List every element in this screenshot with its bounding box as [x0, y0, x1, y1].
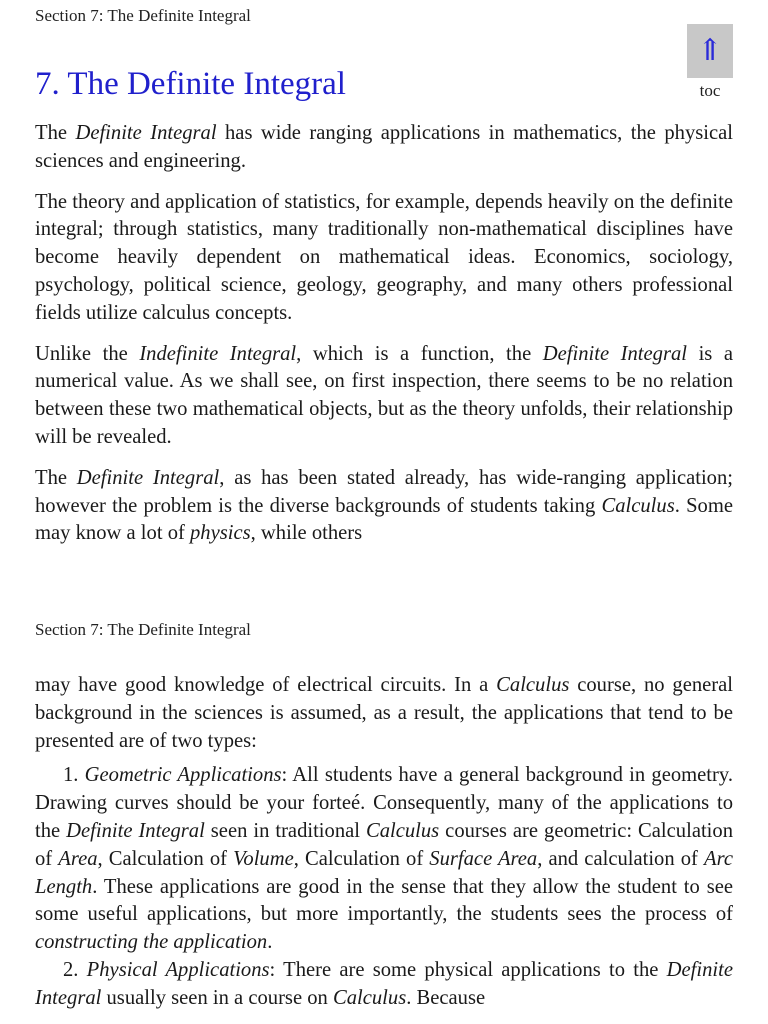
emphasized-term: Geometric Applications: [84, 764, 282, 787]
emphasized-term: Calculus: [332, 986, 407, 1009]
text-run: , Calculation of: [293, 847, 430, 870]
text-run: , as has been stated already, has wide-ranging application; however the problem is the diverse backgrounds of students taking: [35, 466, 733, 517]
section-number: 7.: [35, 66, 60, 102]
list-item: [35, 762, 733, 957]
emphasized-term: Definite Integral: [76, 466, 220, 489]
page-one-body: [35, 120, 733, 548]
text-run: . Because: [406, 986, 486, 1009]
emphasized-term: Definite Integral: [35, 958, 733, 1009]
text-run: .: [267, 931, 273, 954]
text-run: . Some may know a lot of: [35, 494, 733, 545]
text-run: The: [35, 466, 77, 489]
emphasized-term: Definite Integral: [66, 819, 205, 842]
list-item: [35, 957, 733, 1013]
text-run: 1.: [63, 764, 85, 787]
text-run: The: [35, 122, 76, 144]
text-run: may have good knowledge of electrical circuits. In a: [35, 674, 497, 696]
running-head: Section 7: The Definite Integral: [35, 620, 251, 639]
paragraph: [35, 120, 733, 176]
page-two: [0, 612, 768, 1024]
emphasized-term: Calculus: [365, 819, 440, 842]
text-run: , while others: [250, 522, 363, 545]
emphasized-term: Volume: [233, 847, 294, 870]
emphasized-term: Definite Integral: [542, 342, 688, 365]
text-run: , and calculation of: [537, 847, 705, 870]
emphasized-term: physics: [190, 522, 251, 545]
running-head: Section 7: The Definite Integral: [35, 6, 251, 25]
emphasized-term: Calculus: [601, 494, 675, 517]
text-run: , Calculation of: [97, 847, 234, 870]
text-run: : All students have a general background in geometry. Drawing curves should be your forteé. Consequently, many of the applications to the: [35, 764, 733, 842]
text-run: . These applications are good in the sense that they allow the student to see some useful applications, but more importantly, the students sees the process of: [35, 875, 733, 926]
text-run: is a numerical value. As we shall see, on first inspection, there seems to be no relation between these two mathematical objects, but as the theory unfolds, their relationship will be revealed.: [35, 342, 733, 448]
emphasized-term: Area: [58, 847, 98, 870]
paragraph: [35, 189, 733, 328]
section-title: [35, 66, 346, 103]
text-run: The theory and application of statistics, for example, depends heavily on the definite integral; through statistics, many traditionally non-mathematical disciplines have become heavily dependent on mathematical ideas. Economics, sociology, psychology, political science, geology, geography, and many others professional fields utilize calculus concepts.: [35, 190, 733, 324]
emphasized-term: Definite Integral: [75, 122, 217, 144]
text-run: Unlike the: [35, 342, 140, 365]
toc-button[interactable]: [687, 24, 733, 78]
text-run: , which is a function, the: [296, 342, 543, 365]
emphasized-term: Arc Length: [35, 847, 734, 898]
emphasized-term: constructing the application: [35, 931, 268, 954]
paragraph: [35, 341, 733, 452]
section-heading: The Definite Integral: [67, 66, 346, 102]
text-run: courses are geometric: Calculation of: [35, 819, 733, 870]
paragraph: [35, 465, 733, 548]
text-run: : There are some physical applications to the: [269, 958, 667, 981]
up-arrow-icon: ⇑: [697, 33, 723, 68]
emphasized-term: Physical Applications: [86, 958, 270, 981]
toc-label[interactable]: toc: [699, 81, 721, 100]
text-run: usually seen in a course on: [101, 986, 333, 1009]
emphasized-term: Surface Area: [429, 847, 538, 870]
page-two-body: [35, 672, 733, 1013]
emphasized-term: Indefinite Integral: [139, 342, 297, 365]
applications-list: [35, 762, 733, 1012]
emphasized-term: Calculus: [496, 674, 570, 696]
text-run: has wide ranging applications in mathematics, the physical sciences and engineering.: [35, 122, 733, 172]
text-run: 2.: [63, 958, 87, 981]
paragraph: [35, 672, 733, 755]
text-run: seen in traditional: [204, 819, 366, 842]
text-run: course, no general background in the sciences is assumed, as a result, the applications that tend to be presented are of two types:: [35, 674, 734, 752]
